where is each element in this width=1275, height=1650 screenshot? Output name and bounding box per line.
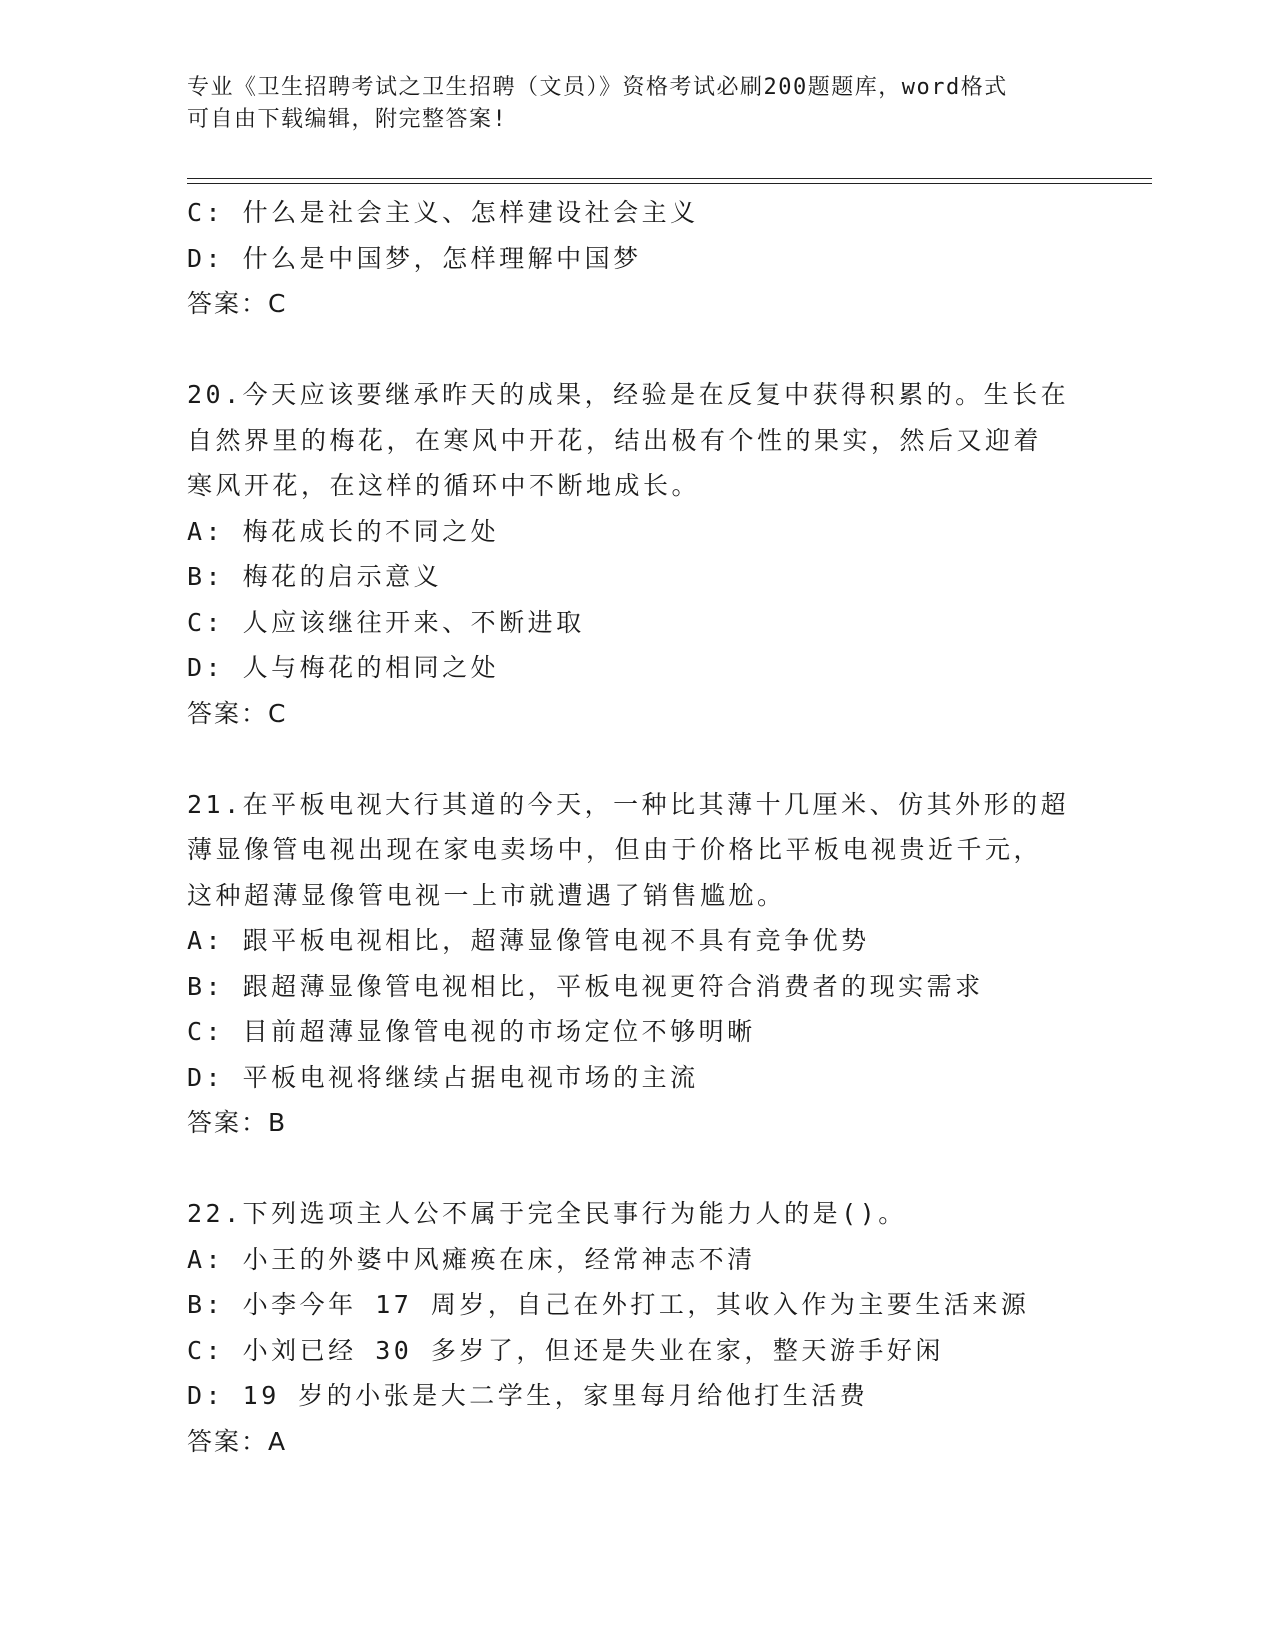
question-stem-line: 自然界里的梅花，在寒风中开花，结出极有个性的果实，然后又迎着 <box>187 425 1043 455</box>
question-21 <box>187 782 1087 1146</box>
option-a: A: 梅花成长的不同之处 <box>187 516 500 546</box>
question-list <box>187 190 1087 1464</box>
document-header <box>187 72 1067 136</box>
option-a: A: 小王的外婆中风瘫痪在床，经常神志不清 <box>187 1244 756 1274</box>
option-d: D: 19 岁的小张是大二学生，家里每月给他打生活费 <box>187 1381 869 1410</box>
option-d: D: 人与梅花的相同之处 <box>187 653 500 682</box>
option-b: B: 梅花的启示意义 <box>187 562 443 591</box>
question-stem-line: 21.在平板电视大行其道的今天，一种比其薄十几厘米、仿其外形的超 <box>187 789 1070 819</box>
answer-line: 答案：A <box>187 1426 288 1456</box>
option-b: B: 小李今年 17 周岁，自己在外打工，其收入作为主要生活来源 <box>187 1290 1030 1319</box>
answer-line: 答案：B <box>187 1108 288 1137</box>
option-c: C: 小刘已经 30 多岁了，但还是失业在家，整天游手好闲 <box>187 1335 944 1365</box>
question-stem-line: 寒风开花，在这样的循环中不断地成长。 <box>187 471 701 500</box>
question-20 <box>187 372 1087 736</box>
option-c: C: 目前超薄显像管电视的市场定位不够明晰 <box>187 1017 756 1046</box>
header-line-1: 专业《卫生招聘考试之卫生招聘（文员）》资格考试必刷200题题库，word格式 <box>187 75 1008 100</box>
question-stem-line: 22.下列选项主人公不属于完全民事行为能力人的是()。 <box>187 1199 907 1228</box>
answer-line: 答案：C <box>187 289 288 318</box>
header-divider-bottom <box>187 183 1152 184</box>
option-a: A: 跟平板电视相比，超薄显像管电视不具有竞争优势 <box>187 926 870 955</box>
option-c: C: 人应该继往开来、不断进取 <box>187 607 585 637</box>
answer-line: 答案：C <box>187 698 288 728</box>
header-line-2: 可自由下载编辑，附完整答案! <box>187 107 508 132</box>
question-stem-line: 薄显像管电视出现在家电卖场中，但由于价格比平板电视贵近千元， <box>187 835 1043 864</box>
question-22 <box>187 1191 1087 1464</box>
question-stem-line: 20.今天应该要继承昨天的成果，经验是在反复中获得积累的。生长在 <box>187 380 1070 409</box>
option-b: B: 跟超薄显像管电视相比，平板电视更符合消费者的现实需求 <box>187 971 984 1001</box>
option-d: D: 平板电视将继续占据电视市场的主流 <box>187 1062 699 1092</box>
header-divider-top <box>187 178 1152 179</box>
question-spacer <box>187 327 1087 373</box>
option-c: C: 什么是社会主义、怎样建设社会主义 <box>187 198 699 227</box>
question-spacer <box>187 736 1087 782</box>
question-spacer <box>187 1146 1087 1192</box>
question-stem-line: 这种超薄显像管电视一上市就遭遇了销售尴尬。 <box>187 880 786 910</box>
option-d: D: 什么是中国梦，怎样理解中国梦 <box>187 243 642 273</box>
previous-question-tail <box>187 190 1087 327</box>
